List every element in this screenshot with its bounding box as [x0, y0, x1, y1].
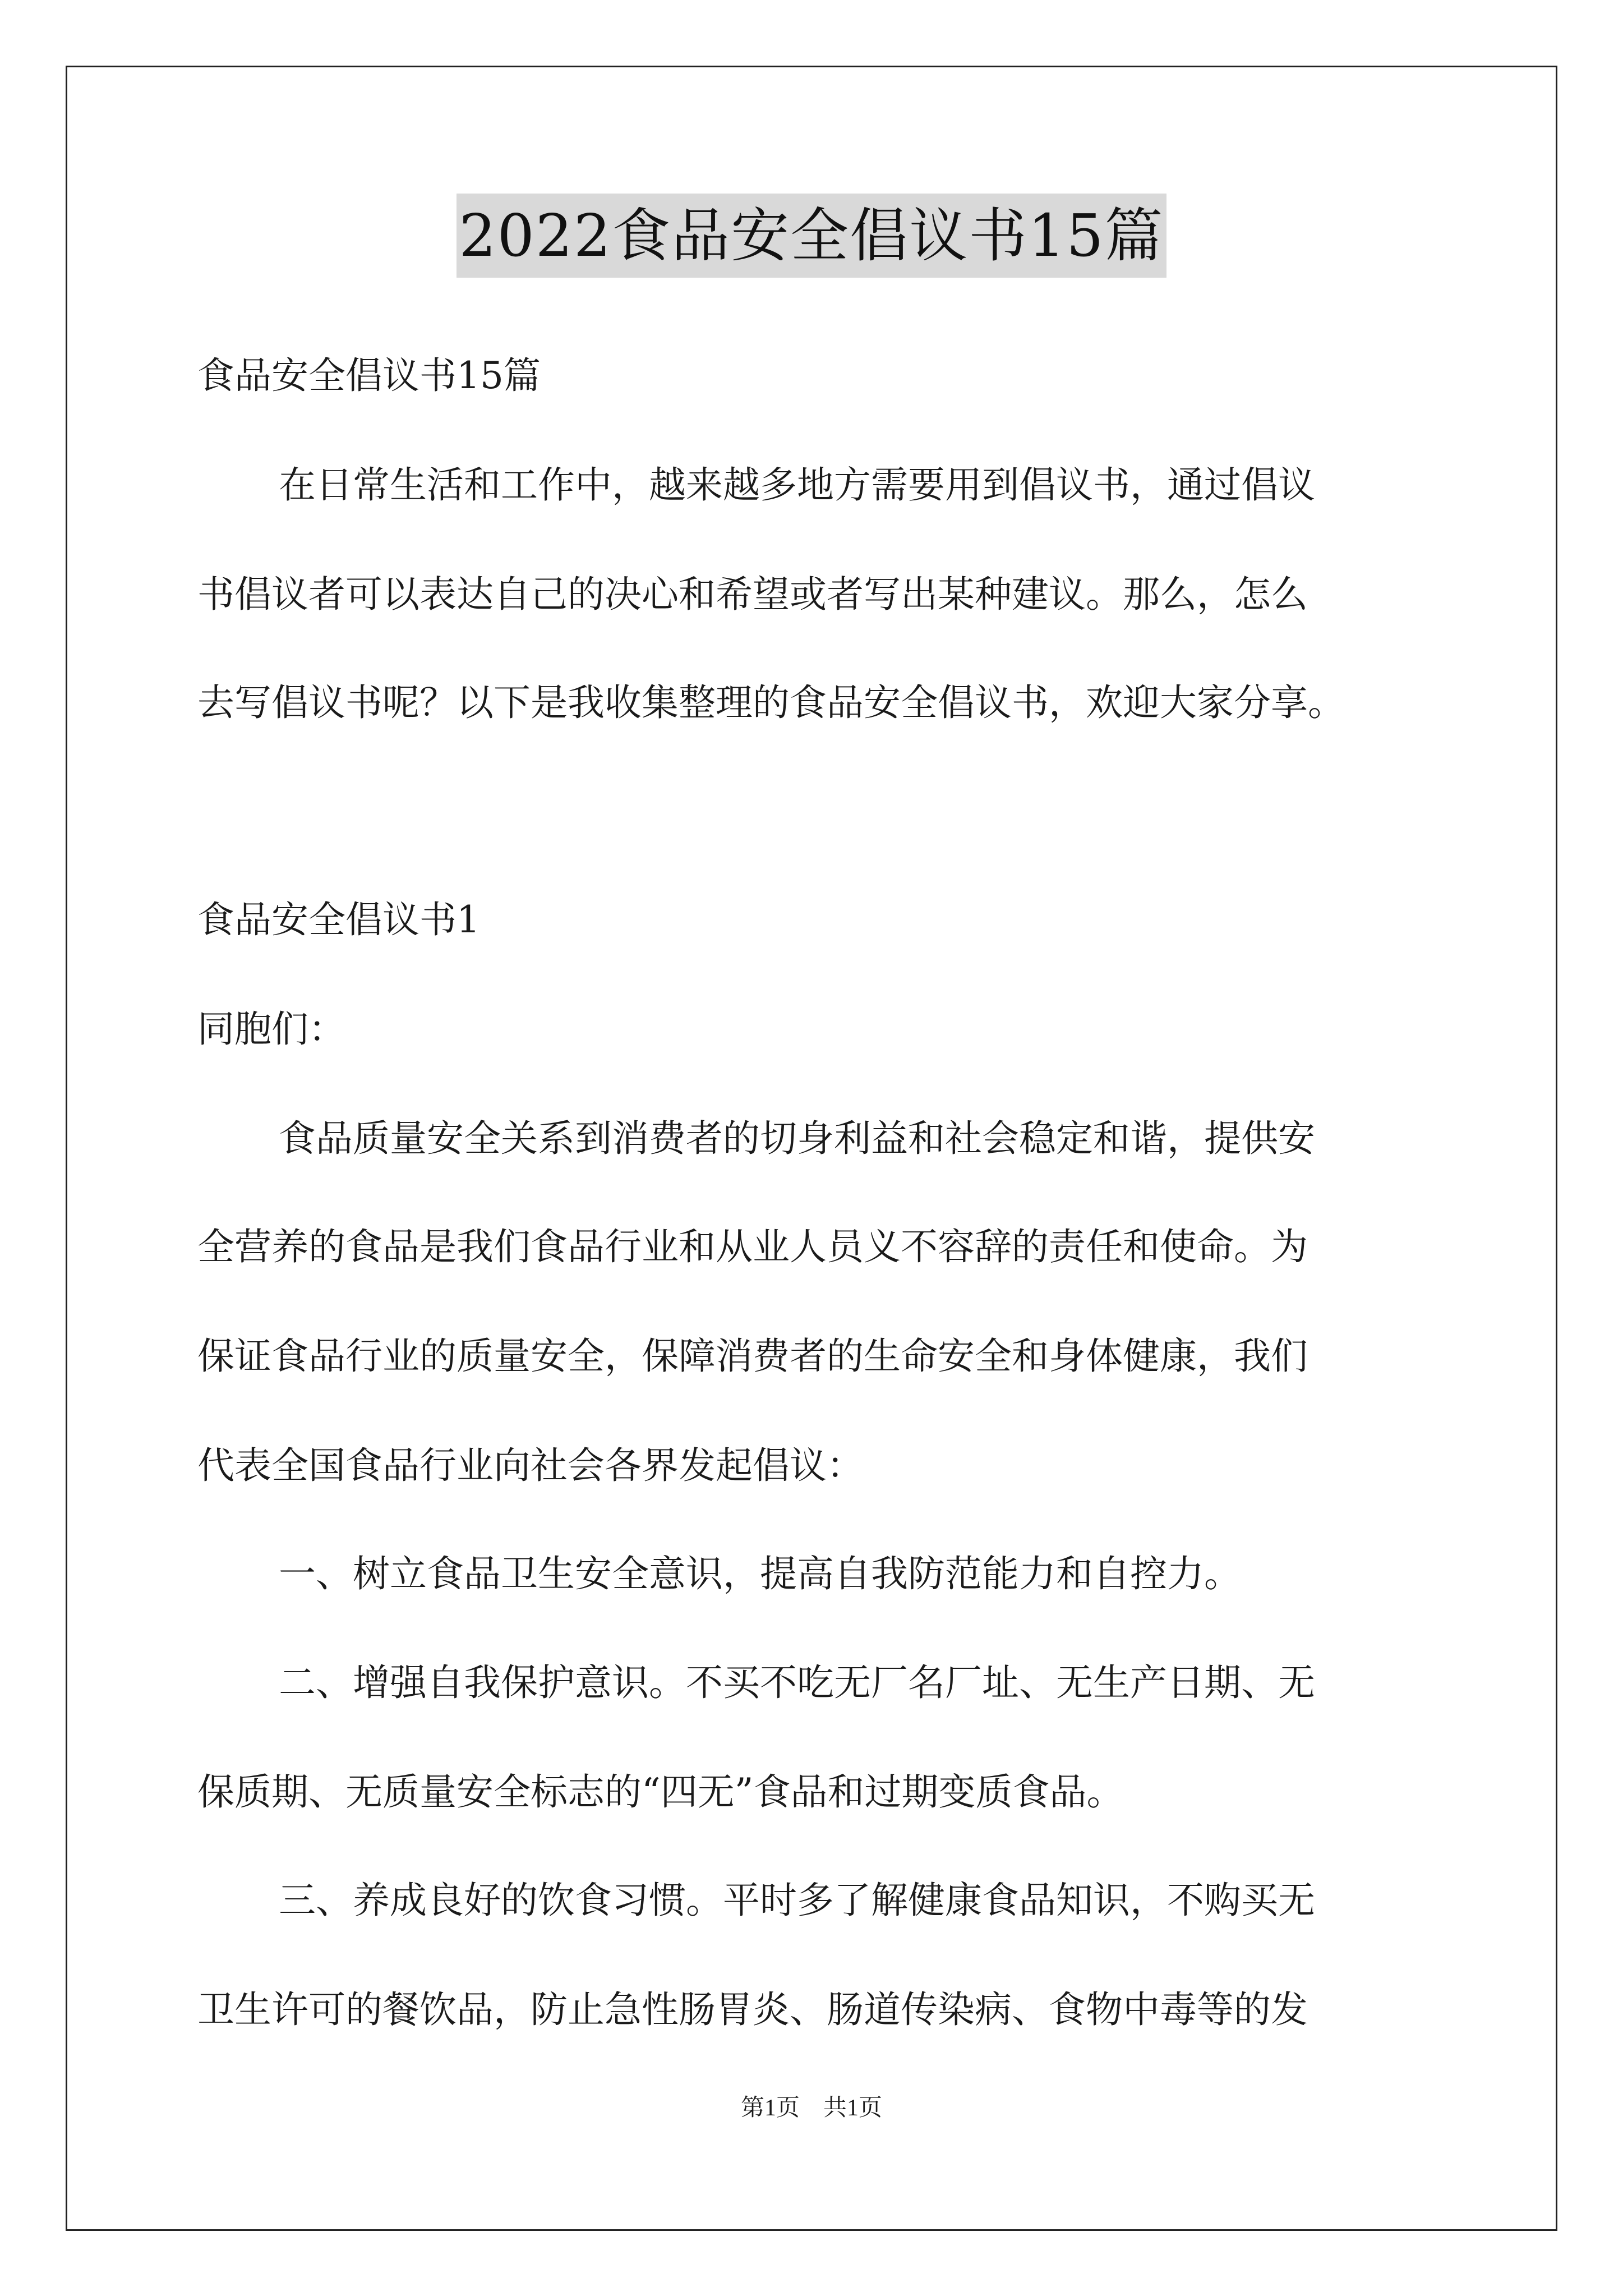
intro-line-2: 书倡议者可以表达自己的决心和希望或者写出某种建议。那么，怎么	[197, 573, 1308, 616]
section-heading: 食品安全倡议书1	[197, 898, 480, 941]
title-container	[0, 194, 1623, 278]
point-1-line-1: 一、树立食品卫生安全意识，提高自我防范能力和自控力。	[279, 1552, 1241, 1595]
body-line-1: 食品质量安全关系到消费者的切身利益和社会稳定和谐，提供安	[279, 1117, 1315, 1160]
point-3-line-1: 三、养成良好的饮食习惯。平时多了解健康食品知识，不购买无	[279, 1879, 1315, 1922]
subtitle-line: 食品安全倡议书15篇	[197, 354, 541, 397]
point-2-line-1: 二、增强自我保护意识。不买不吃无厂名厂址、无生产日期、无	[279, 1661, 1315, 1704]
point-2-line-2: 保质期、无质量安全标志的“四无”食品和过期变质食品。	[197, 1770, 1124, 1814]
body-line-2: 全营养的食品是我们食品行业和从业人员义不容辞的责任和使命。为	[197, 1225, 1308, 1268]
salutation: 同胞们：	[197, 1007, 345, 1051]
intro-line-3: 去写倡议书呢？以下是我收集整理的食品安全倡议书，欢迎大家分享。	[197, 681, 1345, 724]
point-3-line-2: 卫生许可的餐饮品，防止急性肠胃炎、肠道传染病、食物中毒等的发	[197, 1988, 1308, 2031]
document-title: 2022食品安全倡议书15篇	[457, 194, 1166, 278]
body-line-4: 代表全国食品行业向社会各界发起倡议：	[197, 1444, 864, 1487]
intro-line-1: 在日常生活和工作中，越来越多地方需要用到倡议书，通过倡议	[279, 463, 1315, 507]
page-number-footer: 第1页 共1页	[740, 2095, 882, 2121]
body-line-3: 保证食品行业的质量安全，保障消费者的生命安全和身体健康，我们	[197, 1335, 1308, 1378]
